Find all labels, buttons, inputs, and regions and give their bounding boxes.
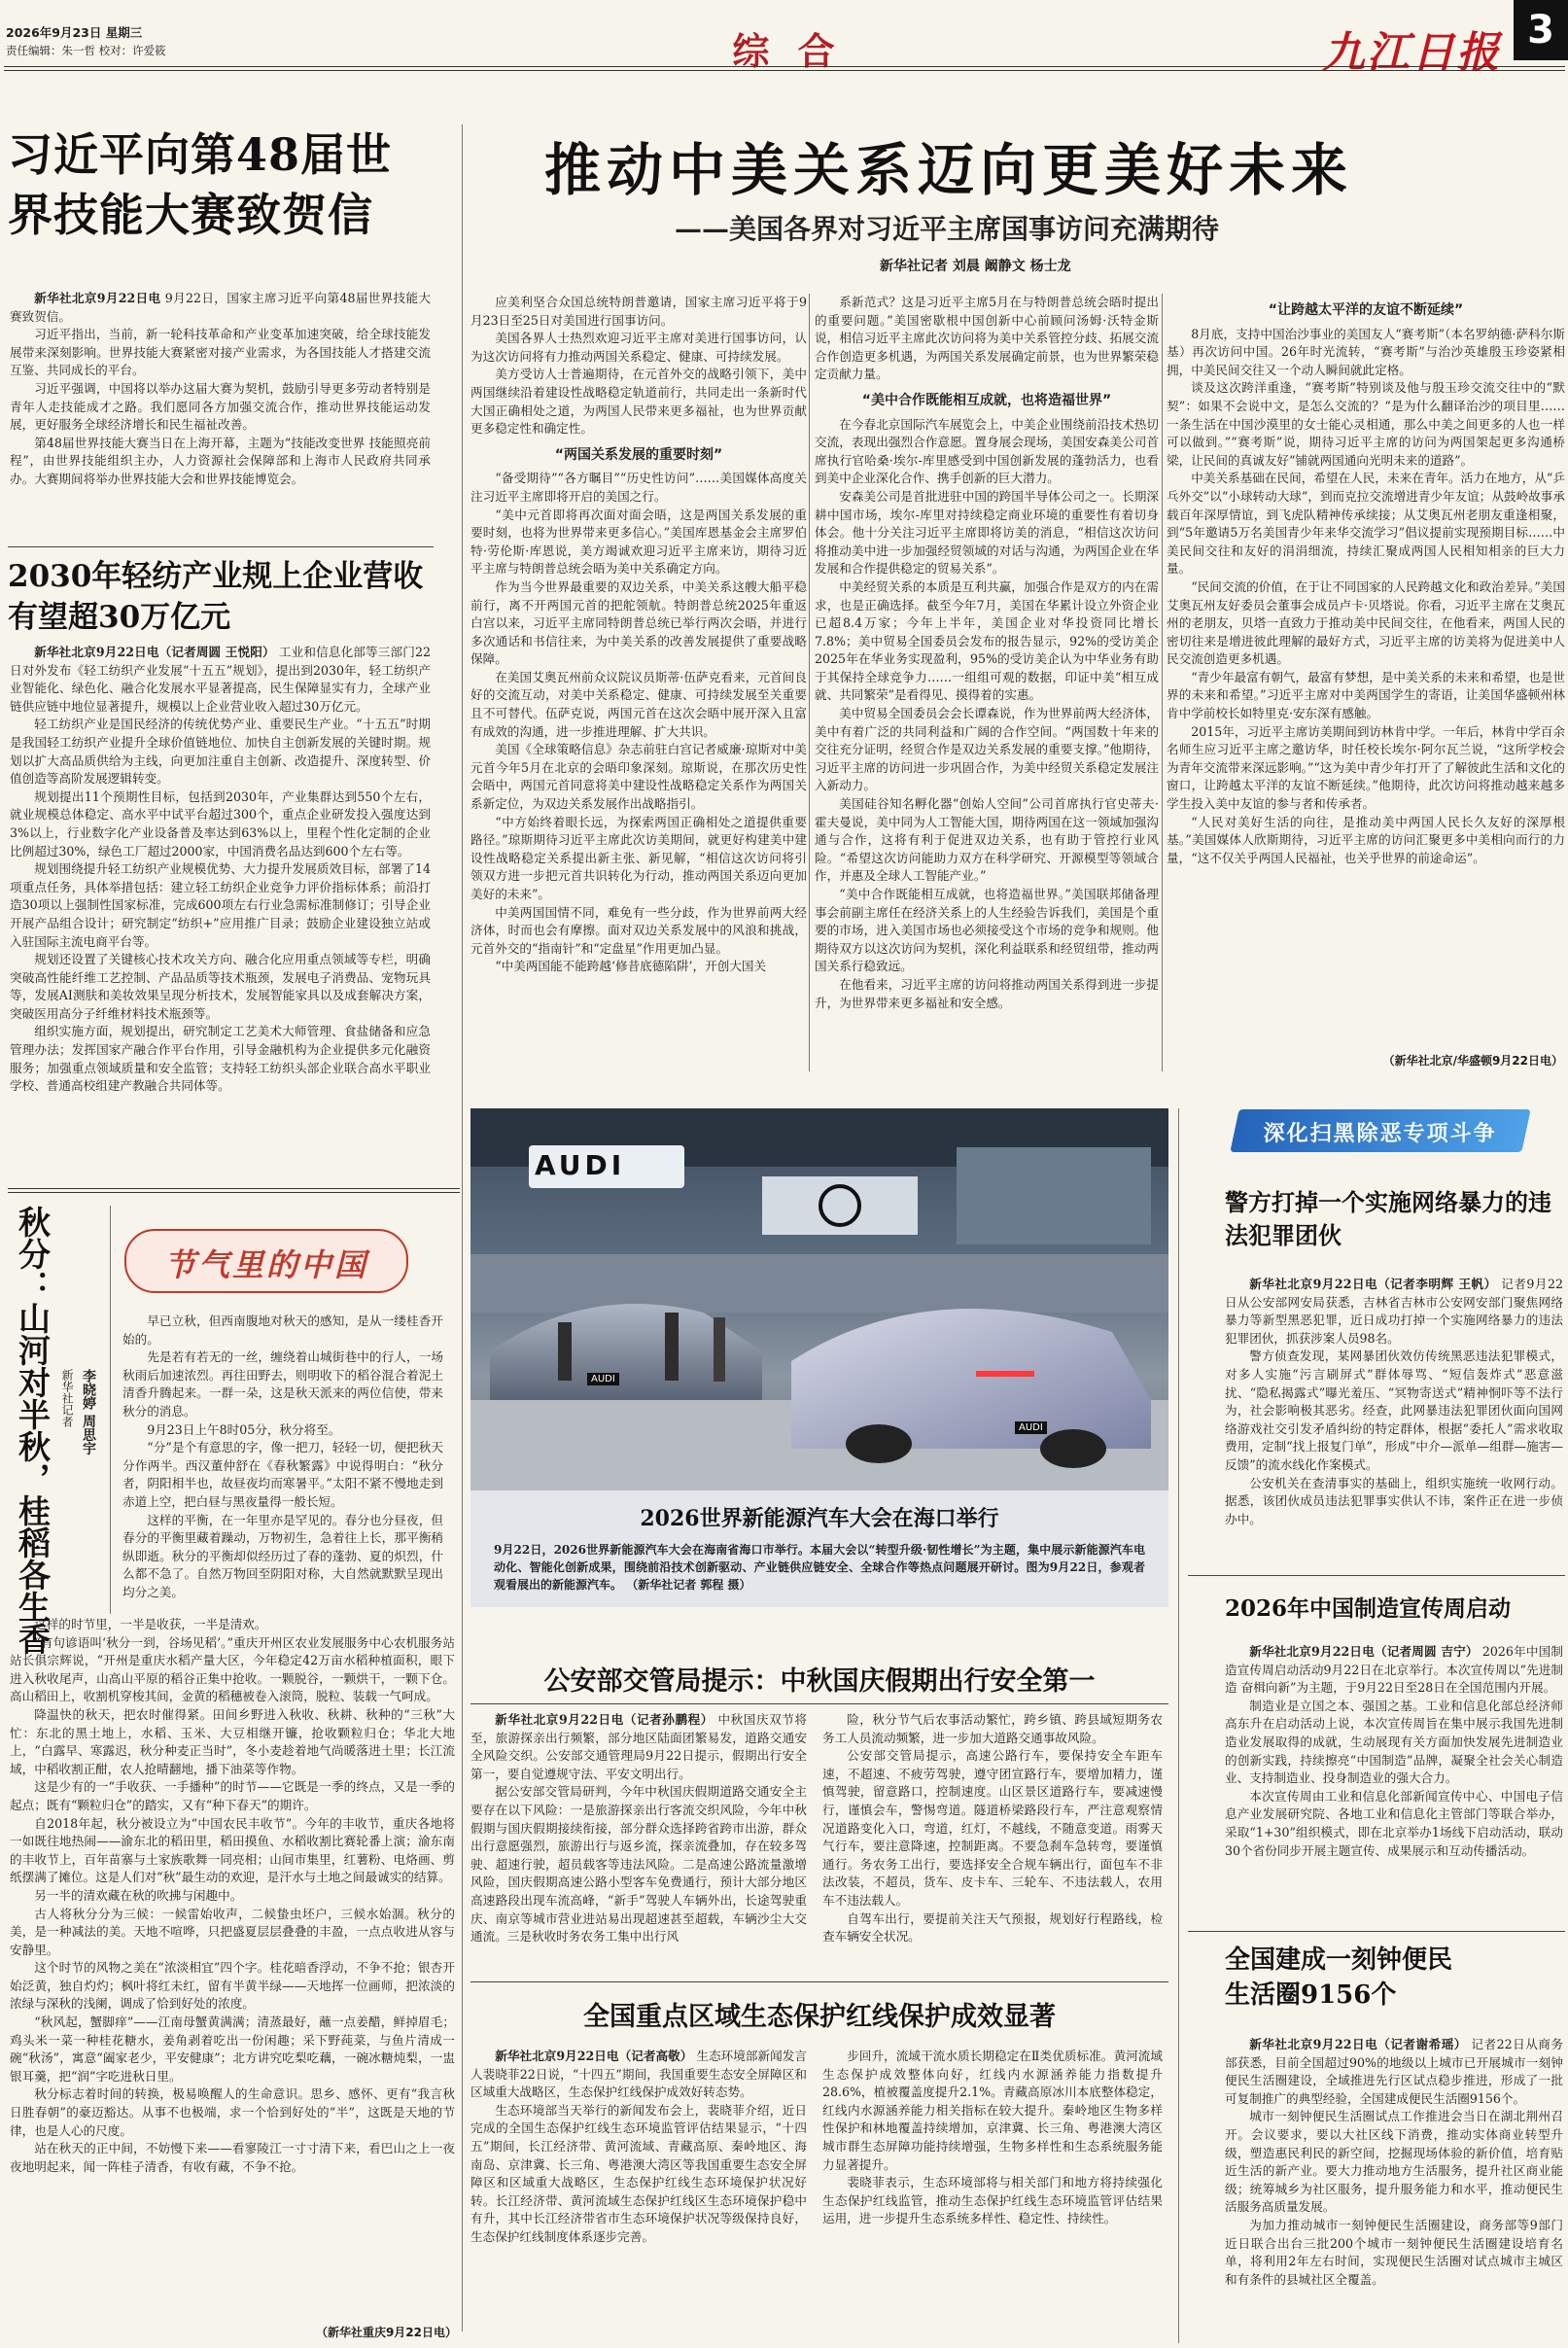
community-headline: 全国建成一刻钟便民生活圈9156个 [1225,1945,1453,2010]
divider [1188,1575,1565,1576]
police-paragraph: 记者9月22日从公安部网安局获悉，吉林省吉林市公安网安部门聚焦网络暴力等新型黑恶犯罪，近日成功打掉一个实施网络暴力的违法犯罪团伙，抓获涉案人员98名。 [1225,1277,1563,1346]
traffic-col2 [822,1711,1163,1972]
photo-caption-body: 9月22日，2026世界新能源汽车大会在海南省海口市举行。本届大会以“转型升级·韧性增长”为主题，集中展示新能源汽车电动化、智能化创新成果，围绕前沿技术创新驱动、产业链供应链安全、全球合作等热点问题展开研讨。图为9月22日，参观者观看展出的新能源汽车。 [494,1543,1145,1592]
skills-byline: 新华社北京9月22日电 [34,291,161,305]
us-china-subheadline: ——美国各界对习近平主席国事访问充满期待 [675,213,1220,245]
us-china-paragraph: “美中元首即将再次面对面会晤，这是两国关系发展的重要时刻，也将为世界带来更多信心。”美国库恩基金会主席罗伯特·劳伦斯·库恩说，美方竭诚欢迎习近平主席来访，期待习近平主席与特朗普总统会晤为美中关系确定方向。 [470,507,807,577]
photo-plate-left: AUDI [587,1373,619,1385]
us-china-paragraph: 在他看来，习近平主席的访问将推动两国关系得到进一步提升，为世界带来更多福祉和安全感。 [815,976,1159,1010]
community-paragraph: 记者22日从商务部获悉，目前全国超过90%的地级以上城市已开展城市一刻钟便民生活圈建设，全域推进先行区试点稳步推进，形成了一批可复制推广的典型经验，全国建成便民生活圈9156个。 [1225,2037,1563,2106]
solar-term-banner-text: 节气里的中国 [163,1246,368,1283]
photo-caption-box [470,1490,1168,1607]
us-china-paragraph: “人民对美好生活的向往，是推动美中两国人民长久友好的深厚根基。”美国媒体人欣斯期待，习近平主席的访问汇聚更多中美相向而行的力量，“这不仅关乎两国人民福祉，也关乎世界的前途命运”。 [1167,814,1565,865]
manufacturing-headline: 2026年中国制造宣传周启动 [1225,1595,1512,1622]
us-china-paragraph: 作为当今世界最重要的双边关系，中美关系这艘大船平稳前行，离不开两国元首的把舵领航。特朗普总统2025年重返白宫以来，习近平主席同特朗普总统已举行两次会晤，并进行多次通话和书信往来，为中美关系的改善发展提供了重要战略保障。 [470,578,807,667]
autumn-paragraph: 降温快的秋天，把农时催得紧。田间乡野进入秋收、秋耕、秋种的“三秋”大忙：东北的黑土地上，水稻、玉米、大豆相继开镰，抢收颗粒归仓；华北大地上，“白露早、寒露迟，秋分种麦正当时”，冬小麦趁着地气尚暖落进土里；长江流域，中稻收割正酣，农人抢晴翻地，播下油菜等作物。 [10,1706,455,1776]
traffic-paragraph: 据公安部交管局研判，今年中秋国庆假期道路交通安全主要存在以下风险：一是旅游探亲出行客流交织风险，今年中秋假期与国庆假期接续衔接，部分群众选择跨省跨市出游，群众出行意愿强烈，旅游出行与返乡流，探亲流叠加，存在较多驾驶、超速行驶，超员载客等违法风险。二是高速公路流量激增风险，国庆假期高速公路小型客车免费通行，预计大部分地区高速路段出现车流高峰，“新手”驾驶人车辆外出，长途驾驶重庆、南京等城市营业进站易出现超速甚至超载，车辆沙尘大交通流。三是秋收时务农务工集中出行风 [470,1784,807,1945]
us-china-paragraph: 安森美公司是首批进驻中国的跨国半导体公司之一。长期深耕中国市场，埃尔-库里对持续稳定商业环境的重要性有着切身体会。他十分关注习近平主席即将访美的消息，“相信这次访问将推动美中进一步加强经贸领域的对话与沟通，为两国企业在华发展和合作提供稳定的贸易关系”。 [815,488,1159,577]
traffic-paragraph: 中秋国庆双节将至，旅游探亲出行频繁，部分地区陆面团繁易发，道路交通安全风险交织。公安部交通管理局9月22日提示，假期出行安全第一，要自觉遵规守法、平安文明出行。 [470,1712,807,1781]
us-china-paragraph: 应美利坚合众国总统特朗普邀请，国家主席习近平将于9月23日至25日对美国进行国事访问。 [470,295,807,328]
us-china-paragraph: 美国各界人士热烈欢迎习近平主席对美进行国事访问，认为这次访问将有力推动两国关系稳定、健康、可持续发展。 [470,331,807,364]
column-divider [462,124,463,2331]
community-paragraph: 为加力推动城市一刻钟便民生活圈建设，商务部等9部门近日联合出台三批200个城市一刻钟便民生活圈建设培育名单，将利用2年左右时间，实现便民生活圈对试点城市主城区和有条件的县城社区全覆盖。 [1225,2217,1563,2287]
us-china-paragraph: 美国《全球策略信息》杂志前驻白宫记者威廉·琼斯对中美元首今年5月在北京的会晤印象深刻。琼斯说，在那次历史性会晤中，两国元首同意将美中建设性战略稳定关系作为两国关系新定位，为双边关系发展作出战略指引。 [470,742,807,812]
police-headline: 警方打掉一个实施网络暴力的违法犯罪团伙 [1225,1188,1551,1249]
traffic-headline: 公安部交管局提示：中秋国庆假期出行安全第一 [543,1666,1096,1697]
crime-banner [1230,1109,1530,1152]
traffic-paragraph: 险，秋分节气后农事活动繁忙，跨乡镇、跨县域短期务农务工人员流动频繁，进一步加大道路交通事故风险。 [822,1712,1163,1745]
textile-paragraph: 规划提出11个预期性目标，包括到2030年，产业集群达到550个左右，就业规模总体稳定、高水平中试平台超过300个，重点企业研发投入强度达到3%以上，行业数字化产业设备普及率达到63%以上，里程个性化定制的企业比例超过30%，绿色工厂超过2000家，中国消费名品达到600个左右等。 [10,789,431,859]
paper-name-logo: 九江日报 [1322,28,1501,78]
us-china-paragraph: 中美两国国情不同，难免有一些分歧，作为世界前两大经济体，时而也会有摩擦。面对双边关系发展中的风浪和挑战，元首外交的“指南针”和“定盘星”作用更加凸显。 [470,904,807,956]
photo-caption-title: 2026世界新能源汽车大会在海口举行 [640,1506,999,1531]
autumn-paragraph: 古人将秋分分为三候：一候雷始收声，二候蛰虫坯户，三候水始涸。秋分的美，是一种减法的美。天地不喧哗，只把盛夏层层叠叠的丰盈，一点点收进从容与安静里。 [10,1906,455,1957]
us-china-col3 [1167,294,1565,1052]
us-china-paragraph: “备受期待”“各方瞩目”“历史性访问”……美国媒体高度关注习近平主席即将开启的美国之行。 [470,471,807,504]
us-china-footer: （新华社北京/华盛顿9月22日电） [1382,1054,1563,1068]
eco-headline: 全国重点区域生态保护红线保护成效显著 [583,2002,1056,2032]
police-paragraph: 警方侦查发现，某网暴团伙效仿传统黑恶违法犯罪模式，对多人实施“污言刷屏式”群体辱骂、“短信轰炸式”恶意滋扰、“隐私揭露式”曝光羞压、“冥物寄送式”精神恫吓等不法行为，社会影响极其恶劣。经查，此网暴违法犯罪团伙面向国网络游戏社交引发矛盾纠纷的特定群体，根据“委托人”需求收取费用，定制“找上报复门单”，形成“中介—派单—组群—施害—反馈”的流水线化作案模式。 [1225,1349,1563,1472]
us-china-paragraph: 美中贸易全国委员会会长谭森说，作为世界前两大经济体，美中有着广泛的共同利益和广阔的合作空间。“两国数十年来的交往充分证明，经贸合作是双边关系发展的重要支撑。”他期待，习近平主席的访问进一步巩固合作，为美中经贸关系稳定发展注入新动力。 [815,706,1159,793]
traffic-col1 [470,1711,807,1972]
community-article [1225,2036,1563,2343]
skills-paragraph: 习近平强调，中国将以举办这届大赛为契机，鼓励引导更多劳动者特别是青年人走技能成才之路。我们愿同各方加强交流合作，推动世界技能运动发展，更好服务全球经济增长和民生福祉改善。 [10,380,431,433]
autumn-paragraph: “秋风起，蟹脚痒”——江南母蟹黄满满；清蒸最好，蘸一点姜醋，鲜掉眉毛；鸡头米一菜一种桂花糖水，姜角剥着吃出一份闲趣；采下野莼菜，与鱼片清成一碗“秋汤”，寓意“阖家老少，平安健康”；北方讲究吃梨吃藕，一碗冰糖炖梨，一盅银耳羹，把“润”字吃进秋日里。 [10,2015,455,2084]
skills-paragraph: 9月22日，国家主席习近平向第48届世界技能大赛致贺信。 [10,291,431,324]
header-date: 2026年9月23日 星期三 [6,25,143,40]
autumn-article-bottom [10,1616,455,2318]
us-china-paragraph: 在今春北京国际汽车展览会上，中美企业围绕前沿技术热切交流，表现出强烈合作意愿。置身展会现场，美国安森美公司首席执行官哈桑·埃尔-库里感受到中国创新发展的蓬勃活力，也看到美中企业深化合作、携手创新的巨大潜力。 [815,416,1159,486]
autumn-reporters-label: 新华社记者 [60,1369,74,1427]
textile-paragraph: 组织实施方面，规划提出，研究制定工艺美术大师管理、食盐储备和应急管理办法；发挥国家产融合作平台作用，引导金融机构为企业提供多元化融资服务；加强重点领域质量和安全监管；支持轻工纺织头部企业联合高水平职业学校、普通高校组建产教融合共同体等。 [10,1024,431,1094]
autumn-paragraph: “有句谚语叫‘秋分一到，谷场见稻’。”重庆开州区农业发展服务中心农机服务站站长俱宗辉说，“开州是重庆水稻产量大区，今年稳定42万亩水稻种植面积，眼下进入秋收尾声，山高山平原的稻谷正集中抢收。一颗脱谷，一颗烘干，一颗下仓。高山稻田上，收割机穿梭其间，金黄的稻穗被卷入滚筒，脱粒、装载一气呵成。 [10,1634,455,1704]
us-china-paragraph: 系新范式？这是习近平主席5月在与特朗普总统会晤时提出的重要问题。”美国密歇根中国创新中心前顾问汤姆·沃特金斯说，相信习近平主席此次访问将为美中关系管控分歧、拓展交流合作创造更多机遇，为两国关系发展确定前景，也为世界繁荣稳定贡献力量。 [815,295,1159,382]
manufacturing-paragraph: 制造业是立国之本、强国之基。工业和信息化部总经济师高东升在启动活动上说，本次宣传周旨在集中展示我国先进制造业发展取得的成就，生动展现有关方面加快发展先进制造业的创新实践，持续擦亮“中国制造”品牌，凝聚全社会关心制造业、支持制造业、投身制造业的强大合力。 [1225,1698,1563,1786]
crime-banner-text: 深化扫黑除恶专项斗争 [1263,1122,1497,1146]
photo-plate-right: AUDI [1015,1421,1047,1434]
divider [470,1703,1168,1704]
autumn-headline: 秋分：山河对半秋，桂稻各生香 [14,1206,52,1655]
autumn-paragraph: 站在秋天的正中间，不妨慢下来——看寥陵江一寸寸清下来，看巴山之上一夜夜地明起来，闻一阵桂子清香，有收有藏，不争不抢。 [10,2141,455,2174]
us-china-headline: 推动中美关系迈向更美好未来 [544,137,1354,203]
manufacturing-article [1225,1643,1563,1925]
eco-col1 [470,2048,807,2343]
column-divider [1178,1108,1179,2343]
traffic-paragraph: 自驾车出行，要提前关注天气预报，规划好行程路线，检查车辆安全状况。 [822,1910,1163,1945]
skills-paragraph: 习近平指出，当前，新一轮科技革命和产业变革加速突破，给全球技能发展带来深刻影响。世界技能大赛紧密对接产业需求，为各国技能人才搭建交流互鉴、共同成长的平台。 [10,327,431,378]
autumn-reporters: 李晓婷 周思宇 [81,1369,96,1455]
eco-col2 [822,2048,1163,2343]
column-divider [110,1206,111,1614]
autumn-paragraph: 自2018年起，秋分被设立为“中国农民丰收节”。今年的丰收节，重庆各地将一如既往地热闹——渝东北的稻田里，稻田摸鱼、水稻收割比赛轮番上演；渝东南的丰收节上，百年苗寨与土家族歌舞一同亮相；山间市集里，红薯粉、电烙画、剪纸摆满了摊位。这是人们对“秋”最生动的欢迎，是汗水与土地之间最诚实的结算。 [10,1815,455,1885]
police-article [1225,1276,1563,1556]
autumn-paragraph: 这个时节的风物之美在“浓淡相宜”四个字。桂花暗香浮动，不争不抢；银杏开始泛黄，独自灼灼；枫叶将红未红，留有半黄半绿——天地挥一位画师，把浓淡的浓绿与深秋的浅阑，调成了恰到好处的浓度。 [10,1960,455,2012]
column-divider [1162,294,1163,1071]
autumn-paragraph: 这是少有的一“手收获、一手播种”的时节——它既是一季的终点，又是一季的起点；既有“颗粒归仓”的踏实，又有“种下春天”的期许。 [10,1779,455,1812]
traffic-paragraph: 公安部交管局提示，高速公路行车，要保持安全车距车速，不超速、不疲劳驾驶，遵守团宣路行车，要增加精力，谨慎驾驶，留意路口，控制速度。山区景区道路行车，要减速慢行，谨慎会车，警惕弯道。隧道桥梁路段行车，严注意观察情况道路变化入口，弯道，红灯，不越线，不随意变道。雨雾天气行车，要注意降速，控制距离。不要急刹车急转弯，要谨慎通行。务农务工出行，要选择安全合规车辆出行，面包车不非法改装，不超员，货车、皮卡车、三轮车、不违法载人，农用车不违法载人。 [822,1748,1163,1908]
eco-byline: 新华社北京9月22日电（记者高敬） [495,2049,693,2063]
us-china-paragraph: 谈及这次跨洋重逢，“赛考斯”特别谈及他与殷玉珍交流交往中的“默契”：如果不会说中文，是怎么交流的？“是为什么翻译治沙的项目里……一条生活在中国沙漠里的女士能心灵相通，那么中美之间更多的人也一样可以做到。”“赛考斯”说，期待习近平主席的访问为两国架起更多沟通桥梁，让民间的真诚友好“铺就两国通向光明未来的道路”。 [1167,380,1565,468]
photo-credit: （新华社记者 郭程 摄） [626,1578,751,1592]
autumn-paragraph: 秋分标志着时间的转换，极易唤醒人的生命意识。思乡、感怀、更有“我言秋日胜春朝”的豪迈豁达。从事不也极端，求一个恰到好处的“半”，这既是天地的节律，也是人心的尺度。 [10,2086,455,2138]
us-china-paragraph: 中美关系基础在民间，希望在人民，未来在青年。活力在地方，从“乒乓外交”以“小球转动大球”，到而克拉交流增进青少年友谊；从鼓岭故事承载百年深厚情谊，到飞虎队精神传承续接；从艾奥瓦州老朋友重逢相聚，到“5年邀请5万名美国青少年来华交流学习”倡议提前实现预期目标……中美民间交往和友好的涓涓细流，持续汇聚成两国人民相知相亲的巨大力量。 [1167,471,1565,577]
us-china-paragraph: 美国硅谷知名孵化器“创始人空间”公司首席执行官史蒂夫·霍夫曼说，美中同为人工智能大国，期待两国在这一领域加强沟通与合作，这将有利于促进双边关系，也有助于管控行业风险。“希望这次访问能助力双方在科学研究、开源模型等领域合作，并惠及全球人工智能产业。” [815,796,1159,884]
photo-sign: AUDI [535,1149,626,1181]
autumn-footer: （新华社重庆9月22日电） [315,2326,457,2339]
us-china-paragraph: 2015年，习近平主席访美期间到访林肯中学。一年后，林肯中学百余名师生应习近平主席之邀访华，时任校长埃尔·阿尔瓦兰说，“这所学校会为青年交流带来深远影响。”“这为美中青少年打开了了解彼此生活和文化的窗口，让跨越太平洋的友谊不断延续。”他期待，此次访问将推动越来越多学生投入美中友谊的参与者和传承者。 [1167,723,1565,812]
us-china-col2 [815,294,1159,1073]
textile-article [10,644,431,1176]
skills-headline: 习近平向第48届世界技能大赛致贺信 [8,128,393,241]
us-china-subhead: “两国关系发展的重要时刻” [554,446,723,463]
divider [470,1981,1168,1982]
us-china-reporters: 新华社记者 刘晨 阚静文 杨士龙 [880,259,1071,274]
community-byline: 新华社北京9月22日电（记者谢希瑶） [1249,2037,1467,2051]
masthead-rule [4,66,1565,71]
skills-paragraph: 第48届世界技能大赛当日在上海开幕，主题为“技能改变世界 技能照亮前程”，由世界技能组织主办，人力资源社会保障部和上海市人民政府共同承办。大赛期间将举办世界技能大会和世界技能博览会。 [10,435,431,486]
autumn-article-top [122,1313,443,1608]
column-divider [809,294,810,1071]
photo-caption-text [494,1541,1145,1603]
autumn-paragraph: 这样的时节里，一半是收获，一半是清欢。 [34,1617,267,1631]
us-china-subhead: “美中合作既能相互成就，也将造福世界” [861,392,1112,408]
textile-byline: 新华社北京9月22日电（记者周圆 王悦阳） [34,645,275,659]
eco-paragraph: 生态环境部当天举行的新闻发布会上，裴晓菲介绍，近日完成的全国生态保护红线生态环境监管评估结果显示，“十四五”期间，长江经济带、黄河流域、青藏高原、秦岭地区、海南岛、京津冀、长三角、粤港澳大湾区等我国重要生态安全屏障区和区域重大战略区，生态保护红线生态环境保护状况好转。长江经济带、黄河流域生态保护红线区生态环境保护稳中有升，其中长江经济带省市生态环境保护状况等级保持良好，生态保护红线制度体系逐步完善。 [470,2102,807,2244]
autumn-paragraph: 早已立秋，但西南腹地对秋天的感知，是从一缕桂香开始的。 [122,1314,443,1347]
traffic-byline: 新华社北京9月22日电（记者孙鹏程） [495,1712,714,1727]
autumn-paragraph: 另一半的清欢藏在秋的吹拂与闲趣中。 [34,1887,243,1903]
eco-paragraph: 步回升，流域干流水质长期稳定在Ⅱ类优质标准。黄河流域生态保护成效整体向好，红线内水源涵养能力指数提升28.6%，植被覆盖度提升2.1%。青藏高原冰川本底整体稳定，红线内水源涵养能力相关指标在较大提升。秦岭地区生物多样性保护和林地覆盖持续增加，京津冀、长三角、粤港澳大湾区城市群生态屏障功能持续增强，生物多样性和生态系统服务能力显著提升。 [822,2049,1163,2172]
us-china-paragraph: 中美经贸关系的本质是互利共赢，加强合作是双方的内在需求，也是正确选择。截至今年7月，美国在华累计设立外资企业已超8.4万家；今年上半年，美国企业对华投资同比增长7.8%；美中贸易全国委员会发布的报告显示，92%的受访美企2025年在华业务实现盈利，95%的受访美企认为中华业务有助于其保持全球竞争力……一组组可观的数据，印证中美“相互成就、共同繁荣”是看得见、摸得着的实惠。 [815,578,1159,703]
page-number: 3 [1514,0,1568,60]
manufacturing-byline: 新华社北京9月22日电（记者周圆 吉宁） [1249,1644,1479,1659]
autumn-paragraph: “分”是个有意思的字，像一把刀，轻轻一切，便把秋天分作两半。西汉董仲舒在《春秋繁露》中说得明白：“秋分者，阴阳相半也，故昼夜均而寒暑平。”太阳不紧不慢地走到赤道上空，把白昼与黑夜量得一般长短。 [122,1440,443,1509]
divider [1188,1931,1565,1932]
autumn-paragraph: 先是若有若无的一丝，缠绕着山城街巷中的行人，一场秋雨后加速浓烈。再往田野去，则明收下的稻谷混合着泥土清香升腾起来。一群一朵，这是秋天派来的两位信使，带来秋分的消息。 [122,1349,443,1419]
us-china-paragraph: “中美两国能不能跨越‘修昔底德陷阱’，开创大国关 [495,959,767,974]
textile-headline: 2030年轻纺产业规上企业营收有望超30万亿元 [8,559,424,635]
us-china-paragraph: 美方受访人士普遍期待，在元首外交的战略引领下，美中两国继续沿着建设性战略稳定轨道前行，共同走出一条新时代大国正确相处之道，为两国人民带来更多福祉，也为世界贡献更多稳定性和确定性。 [470,367,807,437]
us-china-paragraph: 在美国艾奥瓦州前众议院议员斯蒂·伍萨克看来，元首间良好的交流互动，对美中关系稳定、健康、可持续发展至关重要且不可替代。伍萨克说，两国元首在这次会晤中展开深入且富有成效的沟通，进一步推进理解、扩大共识。 [470,669,807,739]
manufacturing-paragraph: 2026年中国制造宣传周启动活动9月22日在北京举行。本次宣传周以“先进制造 奋楫向新”为主题，于9月22日至28日在全国范围内开展。 [1225,1644,1563,1696]
eco-paragraph: 裴晓菲表示，生态环境部将与相关部门和地方将持续强化生态保护红线监管，推动生态保护红线生态环境监管评估结果运用，进一步提升生态系统多样性、稳定性、持续性。 [822,2175,1163,2226]
eco-paragraph: 生态环境部新闻发言人裴晓菲22日说，“十四五”期间，我国重要生态安全屏障区和区域重大战略区，生态保护红线保护成效好转态势。 [470,2049,807,2100]
autumn-paragraph: 这样的平衡，在一年里亦是罕见的。春分也分昼夜，但春分的平衡里藏着躁动，万物初生，急着往上长，那平衡稍纵即逝。秋分的平衡却似经历过了春的蓬勃、夏的炽烈，什么都不急了。自然万物回至阴阳对称，大自然就默默呈现出均分之美。 [122,1512,443,1599]
manufacturing-paragraph: 本次宣传周由工业和信息化部新闻宣传中心、中国电子信息产业发展研究院、各地工业和信息化主管部门等联合举办，采取“1+30”组织模式，即在北京举办1场线下启动活动，联动30个省份同步开展主题宣传、成果展示和互动传播活动。 [1225,1788,1563,1858]
us-china-subhead: “让跨越太平洋的友谊不断延续” [1268,302,1464,318]
textile-paragraph: 轻工纺织产业是国民经济的传统优势产业、重要民生产业。“十五五”时期是我国轻工纺织产业提升全球价值链地位、加快自主创新发展的关键时期。规划以扩大高品质供给为主线，向更加注重自主创新、改造提升、深度转型、价值创造等高阶发展逻辑转变。 [10,717,431,787]
autumn-paragraph: 9月23日上午8时05分，秋分将至。 [147,1421,341,1437]
us-china-paragraph: “美中合作既能相互成就，也将造福世界。”美国联邦储备理事会前副主席任在经济关系上的人生经验告诉我们，美国是个重要的市场，进入美国市场也必须接受这个市场的竞争和规则。他期待双方以这次访问为契机，深化利益联系和经贸纽带，推动两国关系行稳致远。 [815,887,1159,974]
police-paragraph: 公安机关在查清事实的基础上，组织实施统一收网行动。据悉，该团伙成员违法犯罪事实供认不讳，案件正在进一步侦办中。 [1225,1475,1563,1526]
divider [8,1188,460,1193]
news-photo [470,1108,1168,1490]
skills-article [10,290,431,539]
us-china-paragraph: 8月底，支持中国治沙事业的美国友人“赛考斯”（本名罗纳德·萨科尔斯基）再次访问中国。26年时光流转，“赛考斯”与治沙英雄殷玉珍姿紧相拥，中美民间交往又一个动人瞬间就此定格。 [1167,326,1565,377]
textile-paragraph: 规划围绕提升轻工纺织产业规模优势、大力提升发展质效目标，部署了14项重点任务，具体举措包括：建立轻工纺织企业竞争力评价指标体系；前沿打造30项以上强制性国家标准，完成600项左右行业急需标准制修订；引导企业开展产品组合设计；研究制定“纺织+”应用推广目录；鼓励企业建设独立站或入驻国际主流电商平台等。 [10,861,431,949]
textile-paragraph: 规划还设置了关键核心技术攻关方向、融合化应用重点领域等专栏，明确突破高性能纤维工艺控制、产品品质等技术瓶颈，发展电子消费品、宠物玩具等，发展AI测肤和美妆效果呈现分析技术，发展智能家具以及成套解决方案，突破医用高分子纤维材料技术瓶颈等。 [10,952,431,1021]
solar-term-banner [124,1229,408,1293]
us-china-paragraph: “民间交流的价值，在于让不同国家的人民跨越文化和政治差异。”美国艾奥瓦州友好委员会董事会成员卢卡·贝塔说。你看，习近平主席在艾奥瓦州的老朋友，贝塔一直致力于推动美中民间交往，在他看来，两国人民的密切往来是增进彼此理解的最好方式，习近平主席的访美将为促进美中人民交流创造更多机遇。 [1167,578,1565,667]
textile-paragraph: 工业和信息化部等三部门22日对外发布《轻工纺织产业发展“十五五”规划》，提出到2030年，轻工纺织产业智能化、绿色化、融合化发展水平显著提高，民生保障显实有力，全球产业链供应链中地位显著提升，规模以上企业营业收入超过30万亿元。 [10,645,431,714]
us-china-paragraph: “中方始终着眼长远，为探索两国正确相处之道提供重要路径。”琼斯期待习近平主席此次访美期间，就更好构建美中建设性战略稳定关系提出新主张、新见解，“相信这次访问将引领双方进一步把元首共识转化为行动，推动两国关系迈向更加美好的未来”。 [470,814,807,901]
section-title: 综 合 [732,29,843,73]
us-china-col1 [470,294,807,1073]
divider [8,546,434,547]
us-china-paragraph: “青少年最富有朝气，最富有梦想，是中美关系的未来和希望，也是世界的未来和希望。”习近平主席对中美两国学生的寄语，让美国华盛顿州林肯中学前校长如特里克·安东深有感触。 [1167,669,1565,721]
header-editors: 责任编辑：朱一哲 校对：许爱筱 [6,44,166,57]
community-paragraph: 城市一刻钟便民生活圈试点工作推进会当日在湖北荆州召开。会议要求，要以大社区线下消费，推动实体商业转型升级，塑造惠民利民的新空间，挖掘现场体验的新价值，培育贴近生活的新产业。要大力推动地方生活服务，提升社区商业能级；统筹城乡为社区服务，提升服务能力和水平，推动便民生活服务高质量发展。 [1225,2109,1563,2215]
police-byline: 新华社北京9月22日电（记者李明辉 王帆） [1249,1277,1497,1291]
